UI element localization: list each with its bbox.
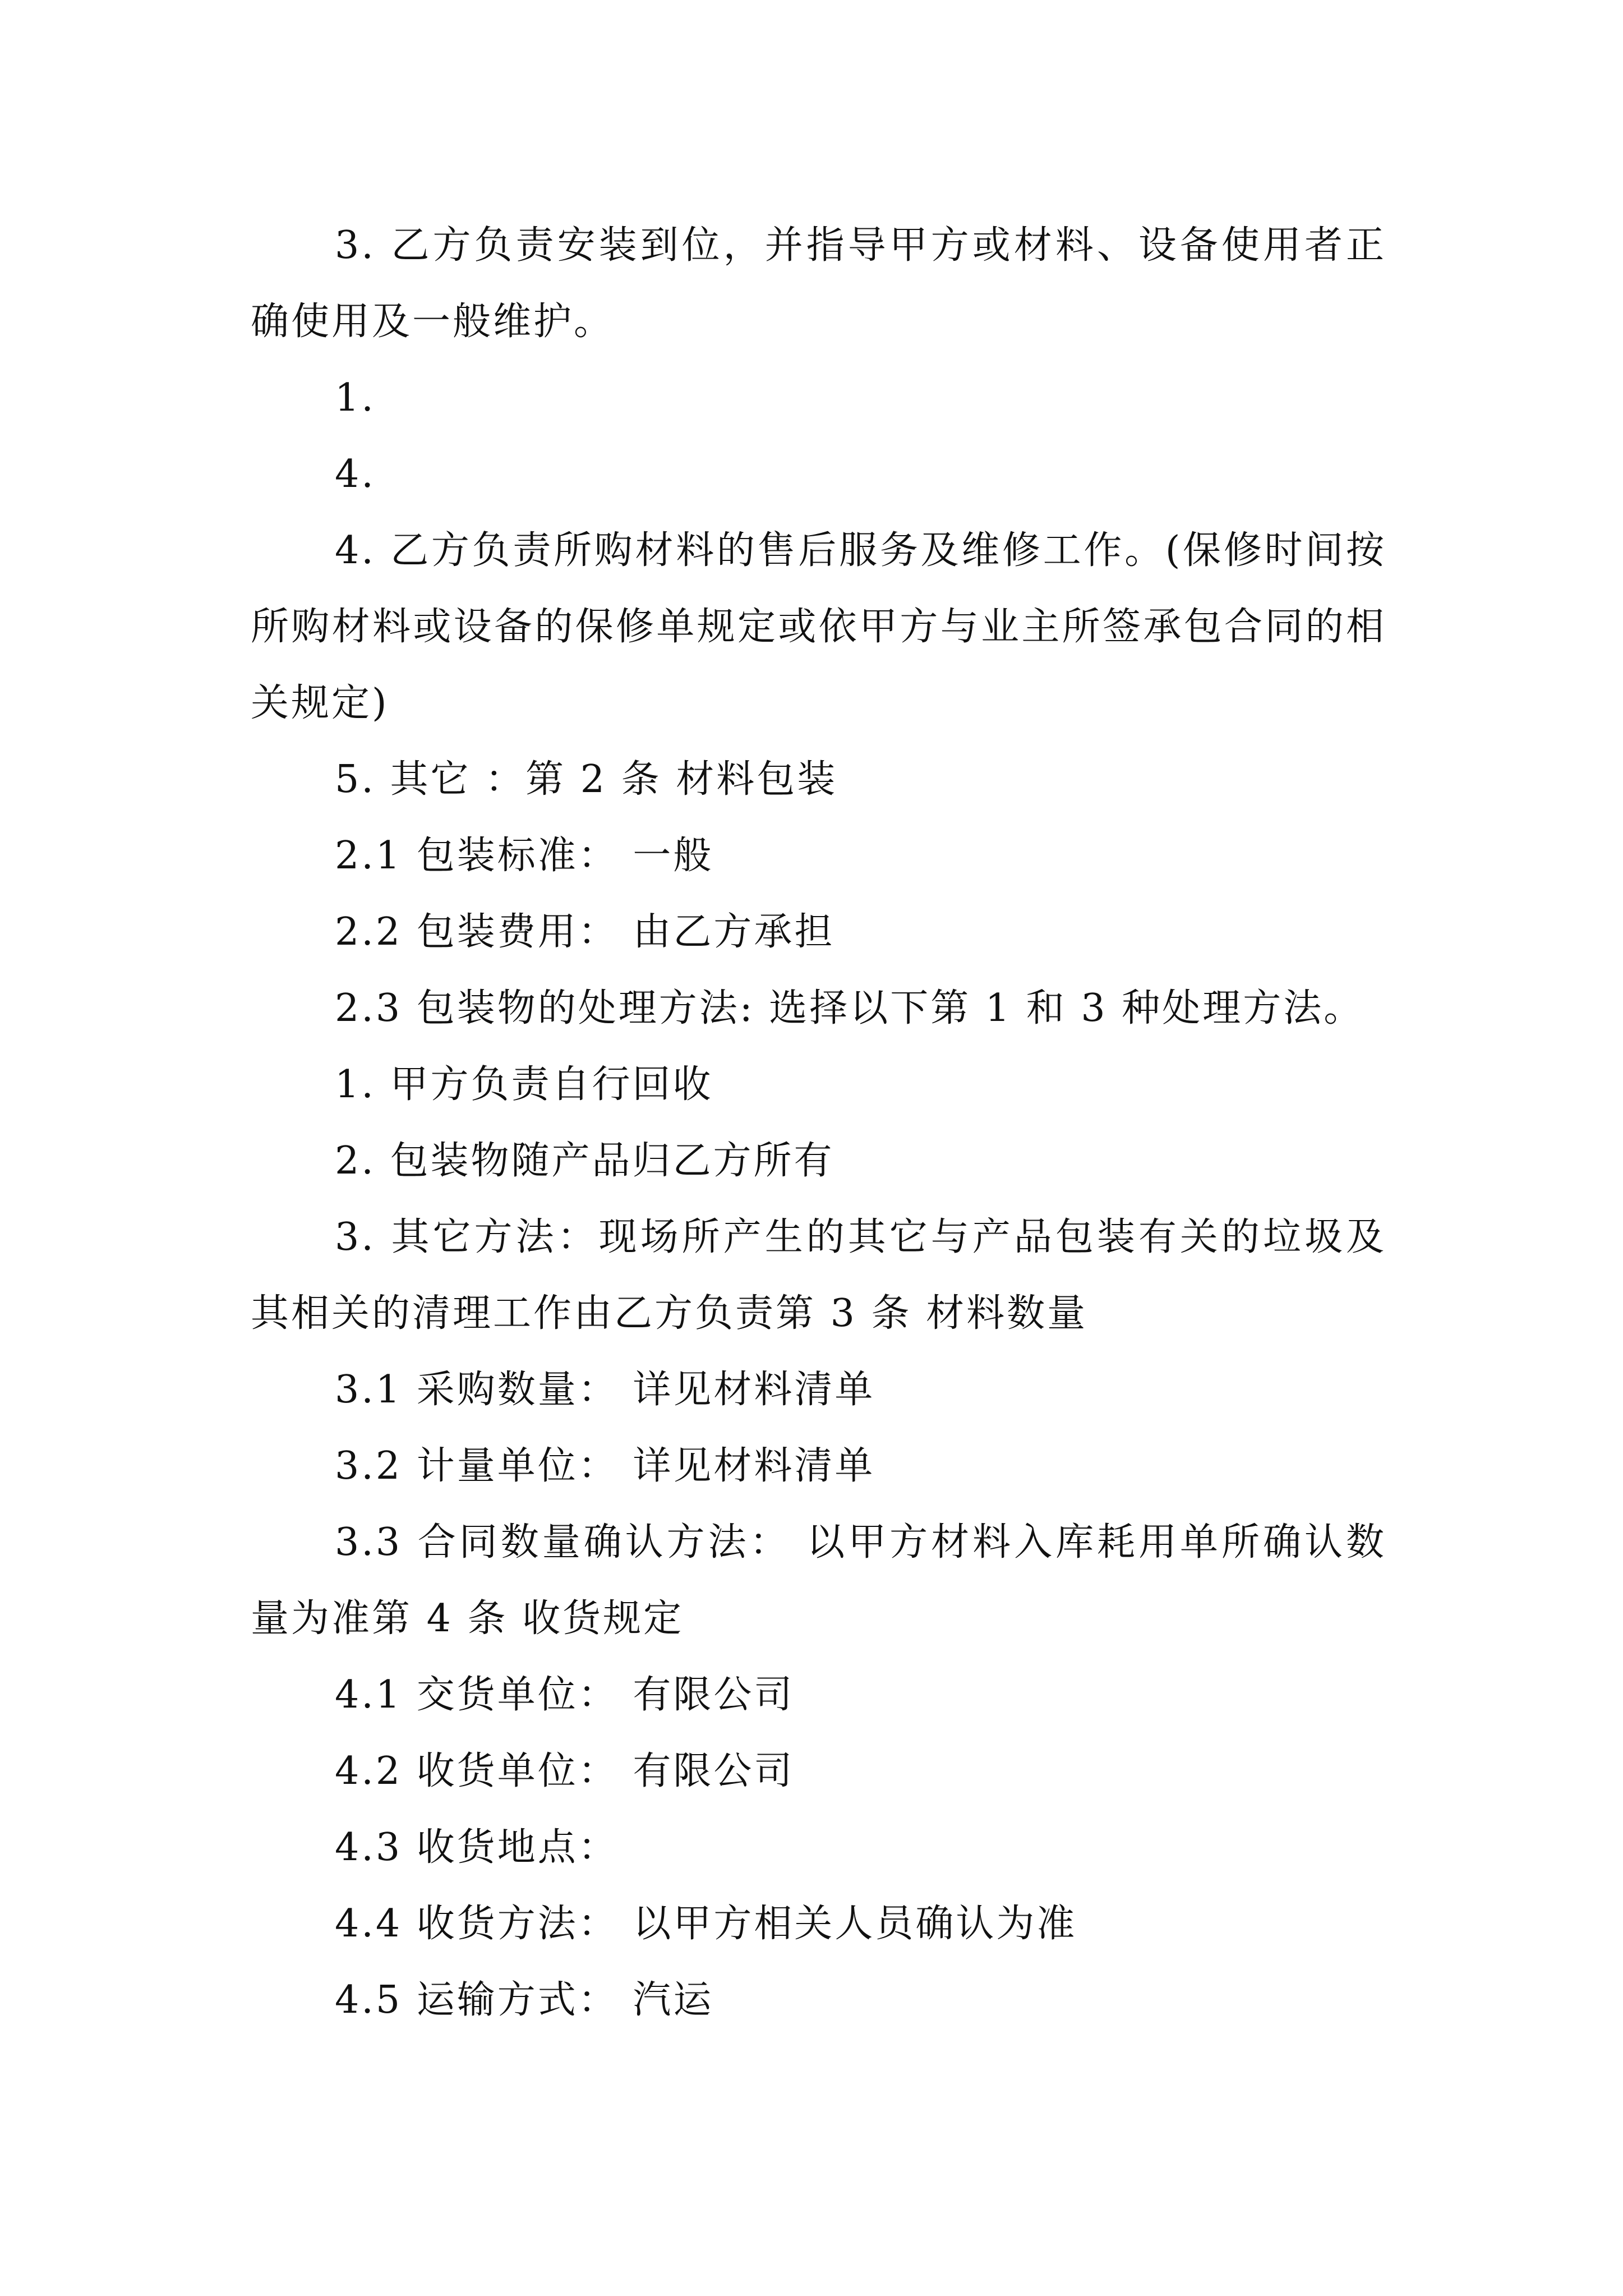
paragraph-packaging-cost: 2.2 包装费用： 由乙方承担	[335, 910, 835, 954]
paragraph-disposal-option-3: 3. 其它方法：现场所产生的其它与产品包装有关的垃圾及其相关的清理工作由乙方负责第 3 条 材料数量	[251, 1215, 1386, 1336]
paragraph-receiving-method: 4.4 收货方法： 以甲方相关人员确认为准	[335, 1902, 1077, 1946]
paragraph-delivery-unit: 4.1 交货单位： 有限公司	[335, 1673, 795, 1717]
paragraph-disposal-option-1: 1. 甲方负责自行回收	[335, 1062, 713, 1107]
paragraph-quantity-confirmation: 3.3 合同数量确认方法： 以甲方材料入库耗用单所确认数量为准第 4 条 收货规定	[251, 1520, 1386, 1641]
document-body	[251, 208, 1386, 2039]
paragraph-after-sales-service: 4. 乙方负责所购材料的售后服务及维修工作。(保修时间按所购材料或设备的保修单规定或依甲方与业主所签承包合同的相关规定)	[251, 528, 1386, 725]
paragraph-receiving-unit: 4.2 收货单位： 有限公司	[335, 1749, 795, 1793]
paragraph-item-1: 1.	[335, 376, 376, 420]
paragraph-install-guidance: 3. 乙方负责安装到位，并指导甲方或材料、设备使用者正确使用及一般维护。	[251, 223, 1386, 344]
paragraph-receiving-location: 4.3 收货地点：	[335, 1825, 619, 1870]
paragraph-transport-method: 4.5 运输方式： 汽运	[335, 1978, 714, 2022]
paragraph-packaging-disposal: 2.3 包装物的处理方法: 选择以下第 1 和 3 种处理方法。	[335, 986, 1364, 1030]
paragraph-item-4: 4.	[335, 452, 376, 496]
paragraph-disposal-option-2: 2. 包装物随产品归乙方所有	[335, 1139, 834, 1183]
paragraph-packaging-standard: 2.1 包装标准： 一般	[335, 834, 714, 878]
paragraph-article-2-heading: 5. 其它 ：第 2 条 材料包装	[335, 757, 838, 802]
paragraph-purchase-quantity: 3.1 采购数量： 详见材料清单	[335, 1368, 875, 1412]
paragraph-unit-of-measure: 3.2 计量单位： 详见材料清单	[335, 1444, 875, 1488]
